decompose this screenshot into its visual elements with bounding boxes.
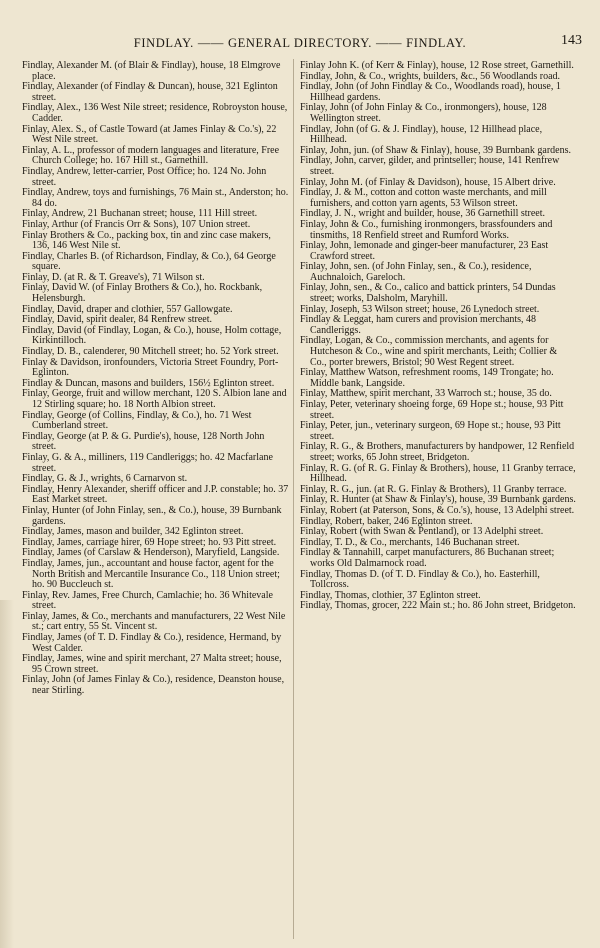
directory-entry: Findlay, Henry Alexander, sheriff officer and J.P. constable; ho. 37 East Market street. [22, 483, 289, 506]
directory-entry: Finlay, John M. (of Finlay & Davidson), house, 15 Albert drive. [300, 176, 556, 188]
directory-entry: Finlay, Arthur (of Francis Orr & Sons), 107 Union street. [22, 218, 251, 230]
directory-entry: Finlay, Matthew, spirit merchant, 33 Warroch st.; house, 35 do. [300, 388, 552, 400]
header-center: GENERAL DIRECTORY. [228, 35, 372, 50]
directory-entry: Findlay, T. D., & Co., merchants, 146 Buchanan street. [300, 536, 520, 548]
directory-entry: Findlay, Charles B. (of Richardson, Findlay, & Co.), 64 George square. [22, 250, 276, 273]
directory-entry: Finlay, Robert (with Swan & Pentland), or 13 Adelphi street. [300, 526, 544, 538]
right-column [300, 61, 576, 612]
directory-entry: Findlay & Duncan, masons and builders, 156½ Eglinton street. [22, 377, 275, 389]
directory-entry: Finlay, Peter, jun., veterinary surgeon, 69 Hope st.; house, 93 Pitt street. [300, 420, 561, 442]
directory-entry: Findlay, Alexander (of Findlay & Duncan), house, 321 Eglinton street. [22, 81, 278, 103]
directory-entry: Findlay, Thomas, clothier, 37 Eglinton street. [300, 589, 481, 601]
directory-entry: Finlay, Robert (at Paterson, Sons, & Co.'s), house, 13 Adelphi street. [300, 504, 575, 516]
directory-entry: Findlay, Robert, baker, 246 Eglinton street. [300, 515, 473, 527]
directory-entry: Findlay, Andrew, letter-carrier, Post Office; ho. 124 No. John street. [22, 165, 267, 188]
directory-entry: Findlay, David, spirit dealer, 84 Renfrew street. [22, 314, 213, 326]
directory-entry: Finlay, John, jun. (of Shaw & Finlay), house, 39 Burnbank gardens. [300, 144, 571, 156]
directory-entry: Finlay, David W. (of Finlay Brothers & Co.), ho. Rockbank, Helensburgh. [22, 282, 263, 305]
header-right: FINDLAY. [406, 35, 467, 50]
directory-entry: Findlay, David, draper and clothier, 557 Gallowgate. [22, 303, 233, 315]
directory-entry: Finlay, John, sen. (of John Finlay, sen., & Co.), residence, Auchnaloich, Gareloch. [300, 261, 532, 283]
left-column [22, 61, 290, 697]
directory-entry: Findlay, Alexander M. (of Blair & Findlay), house, 18 Elmgrove place. [22, 60, 281, 82]
directory-entry: Findlay, Thomas, grocer, 222 Main st.; ho. 86 John street, Bridgeton. [300, 600, 576, 612]
directory-entry: Findlay & Tannahill, carpet manufacturers, 86 Buchanan street; works Old Dalmarnock road. [300, 547, 555, 569]
directory-entry: Finlay, R. G., jun. (at R. G. Finlay & Brothers), 11 Granby terrace. [300, 483, 567, 495]
directory-entry: Findlay, D. B., calenderer, 90 Mitchell street; ho. 52 York street. [22, 346, 279, 358]
directory-entry: Finlay, D. (at R. & T. Greave's), 71 Wilson st. [22, 271, 205, 283]
directory-entry: Findlay, James, jun., accountant and house factor, agent for the North British and Mercantile Insurance Co., 118 Union street; ho. 90 Buccleuch st. [22, 557, 280, 591]
directory-entry: Findlay, James (of T. D. Findlay & Co.), residence, Hermand, by West Calder. [22, 632, 282, 654]
page-edge-shadow [0, 600, 14, 948]
directory-entry: Findlay, Alex., 136 West Nile street; residence, Robroyston house, Cadder. [22, 102, 288, 124]
directory-entry: Finlay, Andrew, 21 Buchanan street; house, 111 Hill street. [22, 208, 258, 220]
directory-entry: Finlay, R. G., & Brothers, manufacturers by handpower, 12 Renfield street; works, 65 John street, Bridgeton. [300, 441, 575, 463]
directory-entry: Finlay, Joseph, 53 Wilson street; house, 26 Lynedoch street. [300, 303, 540, 315]
directory-entry: Finlay, John & Co., furnishing ironmongers, brassfounders and tinsmiths, 18 Renfield street and Rumford Works. [300, 218, 553, 241]
running-header [20, 33, 580, 53]
directory-entry: Finlay & Davidson, ironfounders, Victoria Street Foundry, Port-Eglinton. [22, 356, 279, 379]
directory-entry: Finlay, John, sen., & Co., calico and battick printers, 54 Dundas street; works, Dalsholm, Maryhill. [300, 282, 556, 305]
directory-entry: Findlay, George (of Collins, Findlay, & Co.), ho. 71 West Cumberland street. [22, 409, 252, 432]
directory-entry: Findlay, David (of Findlay, Logan, & Co.), house, Holm cottage, Kirkintilloch. [22, 324, 282, 347]
directory-entry: Findlay, John (of John Findlay & Co., Woodlands road), house, 1 Hillhead gardens. [300, 81, 561, 103]
directory-entry: Findlay, James, carriage hirer, 69 Hope street; ho. 93 Pitt street. [22, 536, 277, 548]
directory-entry: Finlay, Alex. S., of Castle Toward (at James Finlay & Co.'s), 22 West Nile street. [22, 123, 277, 146]
directory-entry: Finlay, James, & Co., merchants and manufacturers, 22 West Nile st.; cart entry, 55 St. Vincent st. [22, 610, 286, 633]
directory-entry: Finlay Brothers & Co., packing box, tin and zinc case makers, 136, 146 West Nile st. [22, 229, 271, 252]
directory-entry: Finlay, John (of James Finlay & Co.), residence, Deanston house, near Stirling. [22, 674, 285, 697]
directory-entry: Findlay, Andrew, toys and furnishings, 76 Main st., Anderston; ho. 84 do. [22, 187, 289, 209]
directory-entry: Findlay, Thomas D. (of T. D. Findlay & Co.), ho. Easterhill, Tollcross. [300, 568, 540, 591]
directory-entry: Findlay, J. N., wright and builder, house, 36 Garnethill street. [300, 208, 546, 220]
directory-entry: Finlay John K. (of Kerr & Finlay), house, 12 Rose street, Garnethill. [300, 60, 574, 71]
directory-entry: Findlay, James, mason and builder, 342 Eglinton street. [22, 526, 244, 538]
directory-entry: Finlay, George, fruit and willow merchant, 120 S. Albion lane and 12 Stirling square; ho. 18 North Albion street. [22, 388, 287, 410]
directory-entry: Findlay & Leggat, ham curers and provision merchants, 48 Candleriggs. [300, 314, 537, 336]
directory-entry: Finlay, John, lemonade and ginger-beer manufacturer, 23 East Crawford street. [300, 240, 549, 262]
header-separator-1: —— [197, 35, 225, 50]
directory-entry: Finlay, R. G. (of R. G. Finlay & Brothers), house, 11 Granby terrace, Hillhead. [300, 462, 576, 485]
directory-entry: Findlay, J. & M., cotton and cotton waste merchants, and mill furnishers, and cotton yarn agents, 53 Wilson street. [300, 187, 547, 209]
directory-entry: Findlay, George (at P. & G. Purdie's), house, 128 North John street. [22, 430, 265, 453]
directory-entry: Findlay, James, wine and spirit merchant, 27 Malta street; house, 95 Crown street. [22, 653, 282, 675]
column-divider [293, 59, 294, 939]
directory-entry: Findlay, Logan, & Co., commission merchants, and agents for Hutcheson & Co., wine and spirit merchants, Leith; Collier & Co., porter brewers, Bristol; 90 West Regent street. [300, 335, 558, 368]
directory-entry: Findlay, John, carver, gilder, and printseller; house, 141 Renfrew street. [300, 155, 560, 177]
directory-entry: Finlay, A. L., professor of modern languages and literature, Free Church College; ho. 167 Hill st., Garnethill. [22, 144, 280, 167]
directory-entry: Finlay, Matthew Watson, refreshment rooms, 149 Trongate; ho. Middle bank, Langside. [300, 367, 554, 389]
directory-entry: Findlay, John, & Co., wrights, builders, &c., 56 Woodlands road. [300, 70, 561, 82]
directory-entry: Finlay, G. & A., milliners, 119 Candleriggs; ho. 42 Macfarlane street. [22, 451, 273, 474]
header-left: FINDLAY. [133, 35, 194, 50]
directory-entry: Findlay, G. & J., wrights, 6 Carnarvon st. [22, 473, 188, 485]
header-separator-2: —— [375, 35, 403, 50]
directory-entry: Findlay, James (of Carslaw & Henderson), Maryfield, Langside. [22, 547, 280, 559]
directory-entry: Finlay, Hunter (of John Finlay, sen., & Co.), house, 39 Burnbank gardens. [22, 504, 282, 527]
directory-entry: Finlay, John (of John Finlay & Co., ironmongers), house, 128 Wellington street. [300, 102, 547, 124]
directory-entry: Finlay, Rev. James, Free Church, Camlachie; ho. 36 Whitevale street. [22, 589, 273, 612]
directory-entry: Finlay, Peter, veterinary shoeing forge, 69 Hope st.; house, 93 Pitt street. [300, 399, 564, 421]
page-number: 143 [561, 33, 582, 48]
directory-entry: Finlay, R. Hunter (at Shaw & Finlay's), house, 39 Burnbank gardens. [300, 494, 576, 506]
directory-entry: Findlay, John (of G. & J. Findlay), house, 12 Hillhead place, Hillhead. [300, 123, 543, 146]
